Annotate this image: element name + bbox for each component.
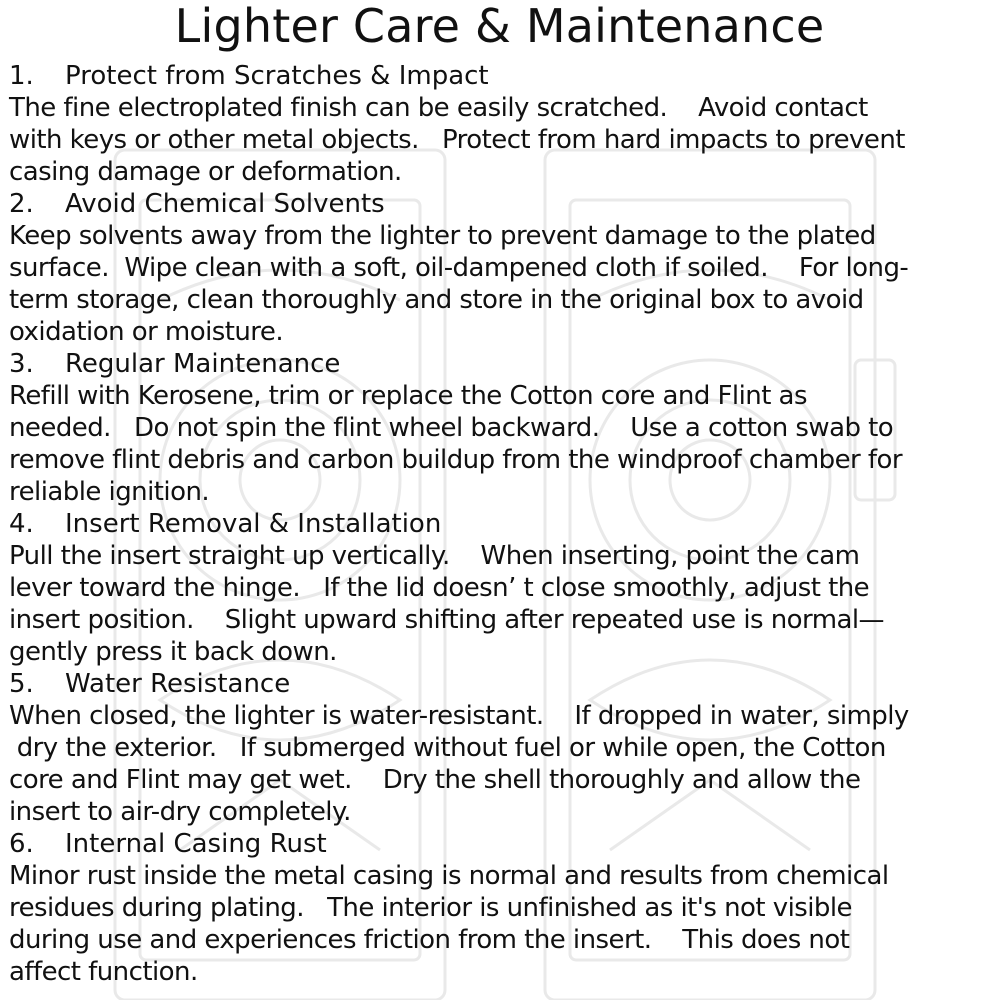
section-heading-text: Insert Removal & Installation [65,509,442,539]
body-line: Refill with Kerosene, trim or replace the Cotton core and Flint as [9,381,807,411]
body-line: residues during plating. The interior is unfinished as it's not visible [9,893,853,923]
body-line: Minor rust inside the metal casing is normal and results from chemical [9,861,889,891]
section-number: 3. [9,349,34,379]
body-line: remove flint debris and carbon buildup from the windproof chamber for [9,445,903,475]
section-insert-removal-installation [9,508,990,668]
section-heading [9,188,990,220]
section-water-resistance [9,668,990,828]
section-number: 4. [9,509,34,539]
body-line: When closed, the lighter is water-resistant. If dropped in water, simply [9,701,909,731]
body-line: with keys or other metal objects. Protect from hard impacts to prevent [9,125,905,155]
body-line: Pull the insert straight up vertically. When inserting, point the cam [9,541,860,571]
section-heading-text: Regular Maintenance [65,349,341,379]
section-heading [9,60,990,92]
body-line: insert to air-dry completely. [9,797,351,827]
section-protect-from-scratches [9,60,990,188]
section-heading [9,508,990,540]
body-line: surface. Wipe clean with a soft, oil-dampened cloth if soiled. For long- [9,253,909,283]
section-heading [9,828,990,860]
body-line: affect function. [9,957,198,987]
body-line: reliable ignition. [9,477,210,507]
section-avoid-chemical-solvents [9,188,990,348]
section-internal-casing-rust [9,828,990,988]
section-heading-text: Protect from Scratches & Impact [65,61,489,91]
body-line: Keep solvents away from the lighter to prevent damage to the plated [9,221,876,251]
body-line: casing damage or deformation. [9,157,402,187]
section-heading-text: Internal Casing Rust [65,829,327,859]
body-line: during use and experiences friction from the insert. This does not [9,925,850,955]
section-heading-text: Water Resistance [65,669,291,699]
section-number: 2. [9,189,34,219]
body-line: oxidation or moisture. [9,317,284,347]
section-number: 1. [9,61,34,91]
body-line: needed. Do not spin the flint wheel backward. Use a cotton swab to [9,413,894,443]
body-line: gently press it back down. [9,637,337,667]
section-heading [9,348,990,380]
body-line: The fine electroplated finish can be easily scratched. Avoid contact [9,93,868,123]
body-line: dry the exterior. If submerged without fuel or while open, the Cotton [9,733,886,763]
section-regular-maintenance [9,348,990,508]
page-title: Lighter Care & Maintenance [174,0,825,53]
section-heading-text: Avoid Chemical Solvents [65,189,385,219]
section-number: 6. [9,829,34,859]
body-line: insert position. Slight upward shifting after repeated use is normal— [9,605,884,635]
body-line: term storage, clean thoroughly and store in the original box to avoid [9,285,864,315]
section-number: 5. [9,669,34,699]
body-line: lever toward the hinge. If the lid doesn’ t close smoothly, adjust the [9,573,870,603]
body-line: core and Flint may get wet. Dry the shell thoroughly and allow the [9,765,861,795]
section-heading [9,668,990,700]
